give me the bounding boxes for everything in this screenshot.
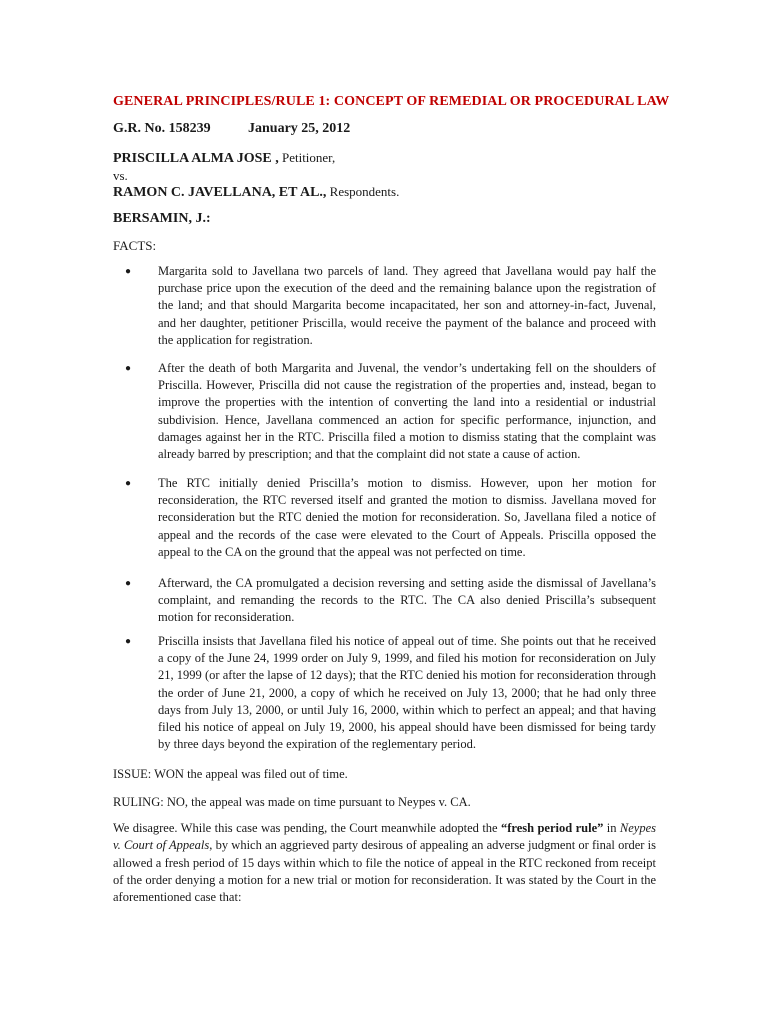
ruling-paragraph: RULING: NO, the appeal was made on time pursuant to Neypes v. CA.	[113, 795, 471, 809]
closing-text-2: in	[603, 821, 620, 835]
bullet-icon: ●	[125, 636, 132, 647]
petitioner-role: Petitioner,	[278, 150, 336, 165]
issue-paragraph: ISSUE: WON the appeal was filed out of time.	[113, 767, 348, 781]
respondent-name: RAMON C. JAVELLANA, ET AL.,	[113, 185, 327, 200]
bullet-icon: ●	[125, 478, 132, 489]
respondent-role: Respondents.	[326, 184, 400, 199]
gr-number: G.R. No. 158239	[113, 121, 211, 136]
bullet-icon: ●	[125, 266, 132, 277]
case-number-line	[113, 121, 351, 137]
petitioner-line	[113, 150, 335, 167]
section-heading: GENERAL PRINCIPLES/RULE 1: CONCEPT OF REMEDIAL OR PROCEDURAL LAW	[113, 94, 670, 109]
facts-label: FACTS:	[113, 238, 157, 253]
fresh-period-rule: “fresh period rule”	[500, 821, 604, 835]
respondent-line	[113, 184, 399, 201]
versus-line: vs.	[113, 168, 128, 183]
closing-paragraph	[113, 820, 656, 906]
fact-text: After the death of both Margarita and Juvenal, the vendor’s undertaking fell on the shoulders of Priscilla. However, Priscilla did not cause the registration of the properties and, instead, began to improve the properties with the intention of converting the land into a residential or industrial subdivision. Hence, Javellana commenced an action for specific performance, injunction, and damages against her in the RTC. Priscilla filed a motion to dismiss stating that the complaint was already barred by prescription; and that the complaint did not state a cause of action.	[158, 361, 656, 462]
petitioner-name: PRISCILLA ALMA JOSE ,	[113, 151, 279, 166]
bullet-icon: ●	[125, 363, 132, 374]
closing-text-3: , by which an aggrieved party desirous of appealing an adverse judgment or final order is allowed a fresh period of 15 days within which to file the notice of appeal in the RTC reckoned from receipt of the order denying a motion for a new trial or motion for reconsideration. It was stated by the Court in the aforementioned case that:	[113, 838, 656, 905]
case-citation: Neypes v. Court of Appeals	[113, 821, 656, 853]
fact-text: Priscilla insists that Javellana filed his notice of appeal out of time. She points out that he received a copy of the June 24, 1999 order on July 9, 1999, and filed his motion for reconsideration on July 21, 1999 (or after the lapse of 12 days); that the RTC denied his motion for reconsideration through the order of June 21, 2000, a copy of which he received on July 13, 2000; that he had only three days from July 13, 2000, or until July 16, 2000, within which to perfect an appeal; and that having filed his notice of appeal on July 19, 2000, his appeal should have been dismissed for being tardy by three days beyond the expiration of the reglementary period.	[158, 634, 656, 752]
fact-text: Margarita sold to Javellana two parcels of land. They agreed that Javellana would pay half the purchase price upon the execution of the deed and the remaining balance upon the registration of the land; and that should Margarita become incapacitated, her son and attorney-in-fact, Juvenal, and her daughter, petitioner Priscilla, would receive the payment of the balance and proceed with the application for registration.	[158, 264, 656, 347]
decision-date: January 25, 2012	[248, 121, 351, 136]
ponente: BERSAMIN, J.:	[113, 211, 211, 226]
fact-text: Afterward, the CA promulgated a decision reversing and setting aside the dismissal of Javellana’s complaint, and remanding the records to the RTC. The CA also denied Priscilla’s subsequent motion for reconsideration.	[158, 576, 656, 625]
fact-text: The RTC initially denied Priscilla’s motion to dismiss. However, upon her motion for reconsideration, the RTC reversed itself and granted the motion to dismiss. Javellana moved for reconsideration but the RTC denied the motion for reconsideration. So, Javellana filed a notice of appeal and the records of the case were elevated to the Court of Appeals. Priscilla opposed the appeal to the CA on the ground that the appeal was not perfected on time.	[158, 476, 656, 559]
closing-text-1: We disagree. While this case was pending, the Court meanwhile adopted the	[113, 821, 501, 835]
bullet-icon: ●	[125, 578, 132, 589]
